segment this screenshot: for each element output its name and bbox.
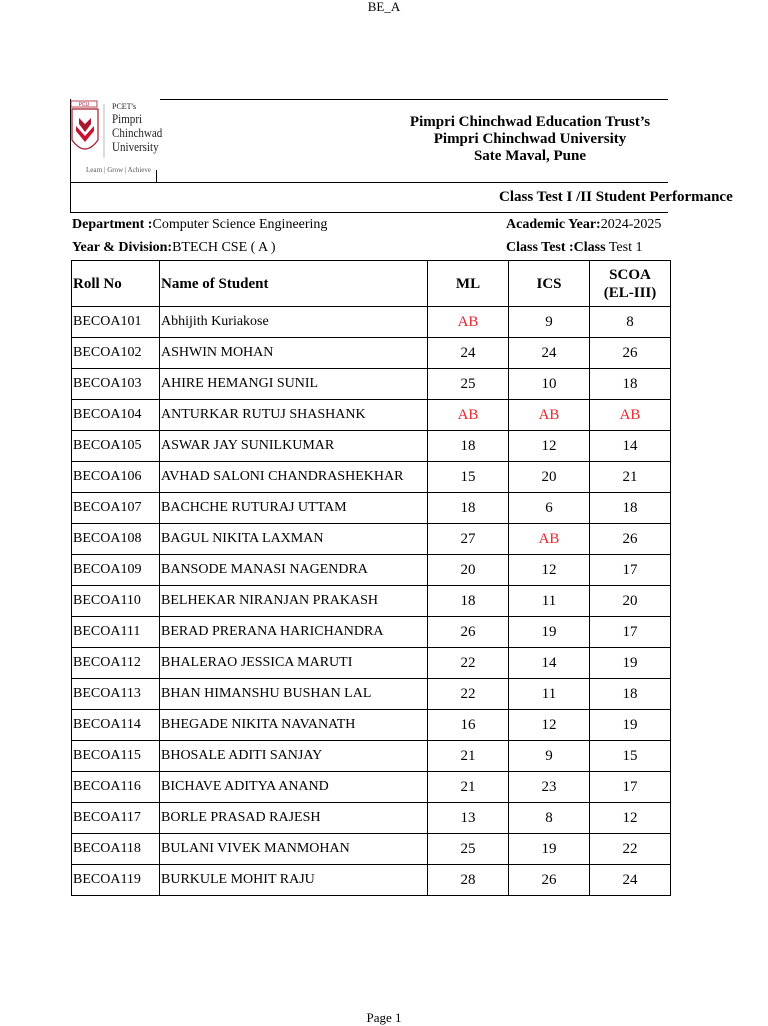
ml-mark-cell: AB bbox=[428, 400, 509, 431]
table-row bbox=[72, 524, 671, 555]
marks-table bbox=[71, 260, 671, 896]
ics-mark-cell: 14 bbox=[509, 648, 590, 679]
ics-mark-cell: 26 bbox=[509, 865, 590, 896]
sheet-name: BE_A bbox=[367, 0, 401, 14]
year-division-label: Year & Division: bbox=[72, 240, 173, 255]
logo-tagline: Learn | Grow | Achieve bbox=[86, 166, 151, 174]
table-body bbox=[72, 307, 671, 896]
ics-mark-cell: 12 bbox=[509, 555, 590, 586]
ics-mark-cell: 11 bbox=[509, 679, 590, 710]
scoa-mark-cell: 24 bbox=[590, 865, 671, 896]
scoa-mark-cell: 18 bbox=[590, 679, 671, 710]
academic-year-label: Academic Year: bbox=[506, 217, 601, 232]
logo-line: PCET's bbox=[112, 102, 137, 111]
year-division-line bbox=[72, 240, 276, 256]
student-name-cell: BELHEKAR NIRANJAN PRAKASH bbox=[160, 586, 428, 617]
ml-mark-cell: AB bbox=[428, 307, 509, 338]
roll-no-cell: BECOA110 bbox=[72, 586, 160, 617]
student-name-cell: ASWAR JAY SUNILKUMAR bbox=[160, 431, 428, 462]
col-ml: ML bbox=[428, 261, 509, 307]
ml-mark-cell: 18 bbox=[428, 493, 509, 524]
roll-no-cell: BECOA105 bbox=[72, 431, 160, 462]
academic-year-value: 2024-2025 bbox=[600, 217, 662, 232]
table-row bbox=[72, 741, 671, 772]
ics-mark-cell: 9 bbox=[509, 307, 590, 338]
scoa-mark-cell: 20 bbox=[590, 586, 671, 617]
student-name-cell: BAGUL NIKITA LAXMAN bbox=[160, 524, 428, 555]
scoa-mark-cell: 19 bbox=[590, 710, 671, 741]
ics-mark-cell: 12 bbox=[509, 431, 590, 462]
table-row bbox=[72, 679, 671, 710]
institution-header bbox=[370, 114, 690, 165]
student-name-cell: Abhijith Kuriakose bbox=[160, 307, 428, 338]
university-logo bbox=[70, 100, 165, 178]
ics-mark-cell: 19 bbox=[509, 617, 590, 648]
scoa-mark-cell: AB bbox=[590, 400, 671, 431]
logo-line: University bbox=[112, 139, 159, 154]
scoa-mark-cell: 18 bbox=[590, 369, 671, 400]
roll-no-cell: BECOA118 bbox=[72, 834, 160, 865]
student-name-cell: BHALERAO JESSICA MARUTI bbox=[160, 648, 428, 679]
ml-mark-cell: 27 bbox=[428, 524, 509, 555]
ml-mark-cell: 15 bbox=[428, 462, 509, 493]
ml-mark-cell: 18 bbox=[428, 431, 509, 462]
ml-mark-cell: 16 bbox=[428, 710, 509, 741]
class-test-line bbox=[506, 240, 642, 256]
table-row bbox=[72, 400, 671, 431]
roll-no-cell: BECOA102 bbox=[72, 338, 160, 369]
header-bottom-rule bbox=[70, 212, 668, 213]
ml-mark-cell: 21 bbox=[428, 772, 509, 803]
scoa-mark-cell: 26 bbox=[590, 524, 671, 555]
ics-mark-cell: 6 bbox=[509, 493, 590, 524]
roll-no-cell: BECOA115 bbox=[72, 741, 160, 772]
student-name-cell: BHEGADE NIKITA NAVANATH bbox=[160, 710, 428, 741]
ics-mark-cell: 19 bbox=[509, 834, 590, 865]
ics-mark-cell: 24 bbox=[509, 338, 590, 369]
roll-no-cell: BECOA116 bbox=[72, 772, 160, 803]
roll-no-cell: BECOA109 bbox=[72, 555, 160, 586]
table-row bbox=[72, 307, 671, 338]
report-title: Class Test I /II Student Performance bbox=[499, 189, 733, 205]
ml-mark-cell: 26 bbox=[428, 617, 509, 648]
student-name-cell: BACHCHE RUTURAJ UTTAM bbox=[160, 493, 428, 524]
academic-year-line bbox=[506, 217, 661, 233]
col-student-name: Name of Student bbox=[160, 261, 428, 307]
student-name-cell: BURKULE MOHIT RAJU bbox=[160, 865, 428, 896]
ics-mark-cell: 10 bbox=[509, 369, 590, 400]
university-name: Pimpri Chinchwad University bbox=[433, 131, 627, 147]
scoa-mark-cell: 12 bbox=[590, 803, 671, 834]
student-name-cell: BORLE PRASAD RAJESH bbox=[160, 803, 428, 834]
table-row bbox=[72, 617, 671, 648]
scoa-mark-cell: 26 bbox=[590, 338, 671, 369]
ics-mark-cell: 9 bbox=[509, 741, 590, 772]
ml-mark-cell: 13 bbox=[428, 803, 509, 834]
table-row bbox=[72, 369, 671, 400]
ics-mark-cell: AB bbox=[509, 400, 590, 431]
roll-no-cell: BECOA108 bbox=[72, 524, 160, 555]
ics-mark-cell: 11 bbox=[509, 586, 590, 617]
ics-mark-cell: 8 bbox=[509, 803, 590, 834]
roll-no-cell: BECOA113 bbox=[72, 679, 160, 710]
roll-no-cell: BECOA107 bbox=[72, 493, 160, 524]
ml-mark-cell: 21 bbox=[428, 741, 509, 772]
roll-no-cell: BECOA106 bbox=[72, 462, 160, 493]
class-test-label: Class Test :Class bbox=[506, 240, 606, 255]
student-name-cell: BHOSALE ADITI SANJAY bbox=[160, 741, 428, 772]
student-name-cell: AHIRE HEMANGI SUNIL bbox=[160, 369, 428, 400]
col-ics: ICS bbox=[509, 261, 590, 307]
roll-no-cell: BECOA114 bbox=[72, 710, 160, 741]
ml-mark-cell: 18 bbox=[428, 586, 509, 617]
table-row bbox=[72, 338, 671, 369]
ml-mark-cell: 22 bbox=[428, 648, 509, 679]
university-location: Sate Maval, Pune bbox=[473, 148, 587, 164]
roll-no-cell: BECOA103 bbox=[72, 369, 160, 400]
student-name-cell: ASHWIN MOHAN bbox=[160, 338, 428, 369]
logo-line: Chinchwad bbox=[112, 125, 163, 140]
student-name-cell: ANTURKAR RUTUJ SHASHANK bbox=[160, 400, 428, 431]
table-row bbox=[72, 431, 671, 462]
scoa-mark-cell: 15 bbox=[590, 741, 671, 772]
roll-no-cell: BECOA117 bbox=[72, 803, 160, 834]
ml-mark-cell: 22 bbox=[428, 679, 509, 710]
student-name-cell: AVHAD SALONI CHANDRASHEKHAR bbox=[160, 462, 428, 493]
scoa-mark-cell: 17 bbox=[590, 617, 671, 648]
department-label: Department : bbox=[72, 217, 153, 232]
ml-mark-cell: 25 bbox=[428, 369, 509, 400]
student-name-cell: BANSODE MANASI NAGENDRA bbox=[160, 555, 428, 586]
trust-name: Pimpri Chinchwad Education Trust’s bbox=[409, 114, 651, 130]
crest-icon bbox=[70, 100, 110, 162]
ml-mark-cell: 28 bbox=[428, 865, 509, 896]
roll-no-cell: BECOA104 bbox=[72, 400, 160, 431]
table-row bbox=[72, 462, 671, 493]
table-row bbox=[72, 803, 671, 834]
scoa-mark-cell: 17 bbox=[590, 772, 671, 803]
col-scoa: SCOA (EL-III) bbox=[590, 261, 671, 307]
scoa-mark-cell: 8 bbox=[590, 307, 671, 338]
class-test-value: Test 1 bbox=[605, 240, 643, 255]
ml-mark-cell: 20 bbox=[428, 555, 509, 586]
scoa-mark-cell: 19 bbox=[590, 648, 671, 679]
student-name-cell: BICHAVE ADITYA ANAND bbox=[160, 772, 428, 803]
scoa-mark-cell: 22 bbox=[590, 834, 671, 865]
scoa-mark-cell: 17 bbox=[590, 555, 671, 586]
ics-mark-cell: AB bbox=[509, 524, 590, 555]
student-name-cell: BULANI VIVEK MANMOHAN bbox=[160, 834, 428, 865]
table-row bbox=[72, 586, 671, 617]
department-line bbox=[72, 217, 327, 233]
header-mid-rule bbox=[70, 182, 668, 183]
badge-text: PCU bbox=[78, 102, 90, 108]
year-division-value: BTECH CSE ( A ) bbox=[172, 240, 276, 255]
table-row bbox=[72, 493, 671, 524]
table-row bbox=[72, 648, 671, 679]
roll-no-cell: BECOA111 bbox=[72, 617, 160, 648]
scoa-mark-cell: 14 bbox=[590, 431, 671, 462]
ics-mark-cell: 23 bbox=[509, 772, 590, 803]
table-row bbox=[72, 710, 671, 741]
table-row bbox=[72, 555, 671, 586]
col-roll-no: Roll No bbox=[72, 261, 160, 307]
roll-no-cell: BECOA112 bbox=[72, 648, 160, 679]
department-value: Computer Science Engineering bbox=[152, 217, 328, 232]
student-name-cell: BHAN HIMANSHU BUSHAN LAL bbox=[160, 679, 428, 710]
roll-no-cell: BECOA119 bbox=[72, 865, 160, 896]
page-number: Page 1 bbox=[366, 1010, 402, 1025]
table-row bbox=[72, 834, 671, 865]
roll-no-cell: BECOA101 bbox=[72, 307, 160, 338]
scoa-mark-cell: 18 bbox=[590, 493, 671, 524]
table-header-row bbox=[72, 261, 671, 307]
ics-mark-cell: 12 bbox=[509, 710, 590, 741]
student-name-cell: BERAD PRERANA HARICHANDRA bbox=[160, 617, 428, 648]
header-top-rule bbox=[160, 99, 668, 100]
table-row bbox=[72, 865, 671, 896]
logo-line: Pimpri bbox=[112, 111, 143, 126]
scoa-mark-cell: 21 bbox=[590, 462, 671, 493]
table-row bbox=[72, 772, 671, 803]
ml-mark-cell: 25 bbox=[428, 834, 509, 865]
ml-mark-cell: 24 bbox=[428, 338, 509, 369]
ics-mark-cell: 20 bbox=[509, 462, 590, 493]
